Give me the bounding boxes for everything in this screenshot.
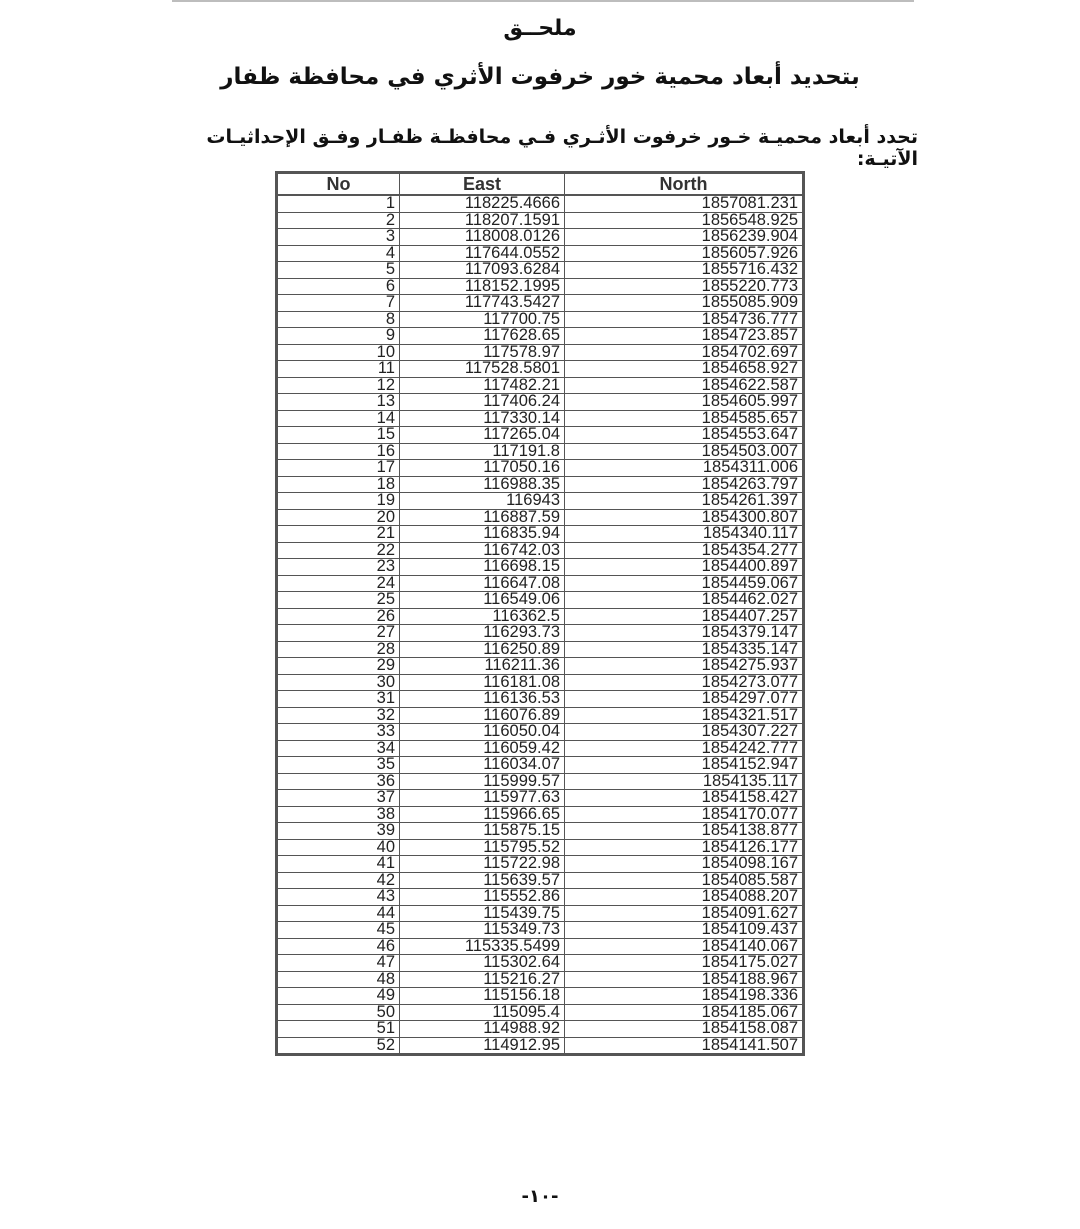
table-row — [277, 1004, 804, 1021]
column-header-east: East — [400, 173, 565, 196]
cell-east: 118225.4666 — [400, 195, 565, 212]
cell-no: 49 — [277, 988, 400, 1005]
cell-north: 1854407.257 — [565, 608, 804, 625]
top-divider — [172, 0, 914, 2]
cell-east: 116250.89 — [400, 641, 565, 658]
cell-no: 34 — [277, 740, 400, 757]
table-row — [277, 938, 804, 955]
cell-east: 115349.73 — [400, 922, 565, 939]
cell-north: 1854311.006 — [565, 460, 804, 477]
table-row — [277, 229, 804, 246]
cell-no: 22 — [277, 542, 400, 559]
cell-no: 17 — [277, 460, 400, 477]
cell-east: 117191.8 — [400, 443, 565, 460]
cell-no: 45 — [277, 922, 400, 939]
cell-north: 1854354.277 — [565, 542, 804, 559]
cell-no: 14 — [277, 410, 400, 427]
cell-east: 116050.04 — [400, 724, 565, 741]
cell-no: 15 — [277, 427, 400, 444]
cell-north: 1854175.027 — [565, 955, 804, 972]
table-row — [277, 740, 804, 757]
cell-east: 117265.04 — [400, 427, 565, 444]
cell-east: 117406.24 — [400, 394, 565, 411]
cell-east: 116647.08 — [400, 575, 565, 592]
cell-north: 1854141.507 — [565, 1037, 804, 1055]
table-row — [277, 1037, 804, 1055]
cell-no: 41 — [277, 856, 400, 873]
cell-north: 1856548.925 — [565, 212, 804, 229]
table-row — [277, 988, 804, 1005]
cell-north: 1854400.897 — [565, 559, 804, 576]
cell-no: 3 — [277, 229, 400, 246]
table-row — [277, 872, 804, 889]
table-row — [277, 922, 804, 939]
table-row — [277, 443, 804, 460]
cell-north: 1854658.927 — [565, 361, 804, 378]
cell-east: 115095.4 — [400, 1004, 565, 1021]
cell-east: 117528.5801 — [400, 361, 565, 378]
cell-no: 13 — [277, 394, 400, 411]
cell-east: 115302.64 — [400, 955, 565, 972]
cell-north: 1855220.773 — [565, 278, 804, 295]
cell-north: 1854188.967 — [565, 971, 804, 988]
cell-no: 25 — [277, 592, 400, 609]
cell-no: 4 — [277, 245, 400, 262]
cell-no: 51 — [277, 1021, 400, 1038]
cell-east: 116181.08 — [400, 674, 565, 691]
cell-east: 117330.14 — [400, 410, 565, 427]
cell-no: 35 — [277, 757, 400, 774]
cell-no: 18 — [277, 476, 400, 493]
cell-north: 1854138.877 — [565, 823, 804, 840]
cell-no: 20 — [277, 509, 400, 526]
cell-no: 11 — [277, 361, 400, 378]
cell-east: 115977.63 — [400, 790, 565, 807]
cell-north: 1854263.797 — [565, 476, 804, 493]
cell-north: 1854622.587 — [565, 377, 804, 394]
cell-north: 1854126.177 — [565, 839, 804, 856]
cell-east: 117093.6284 — [400, 262, 565, 279]
cell-north: 1854273.077 — [565, 674, 804, 691]
cell-east: 117644.0552 — [400, 245, 565, 262]
cell-no: 7 — [277, 295, 400, 312]
cell-north: 1854158.087 — [565, 1021, 804, 1038]
cell-east: 116943 — [400, 493, 565, 510]
table-row — [277, 559, 804, 576]
cell-east: 114988.92 — [400, 1021, 565, 1038]
cell-north: 1854242.777 — [565, 740, 804, 757]
cell-no: 26 — [277, 608, 400, 625]
table-row — [277, 856, 804, 873]
cell-no: 21 — [277, 526, 400, 543]
cell-east: 116988.35 — [400, 476, 565, 493]
table-row — [277, 344, 804, 361]
cell-no: 1 — [277, 195, 400, 212]
cell-north: 1854088.207 — [565, 889, 804, 906]
cell-north: 1854503.007 — [565, 443, 804, 460]
cell-north: 1854736.777 — [565, 311, 804, 328]
cell-north: 1855716.432 — [565, 262, 804, 279]
cell-east: 116136.53 — [400, 691, 565, 708]
cell-north: 1854307.227 — [565, 724, 804, 741]
table-row — [277, 707, 804, 724]
cell-north: 1854553.647 — [565, 427, 804, 444]
cell-no: 39 — [277, 823, 400, 840]
cell-no: 16 — [277, 443, 400, 460]
cell-north: 1854321.517 — [565, 707, 804, 724]
cell-east: 118152.1995 — [400, 278, 565, 295]
cell-north: 1854702.697 — [565, 344, 804, 361]
cell-east: 115966.65 — [400, 806, 565, 823]
table-row — [277, 658, 804, 675]
cell-no: 6 — [277, 278, 400, 295]
table-row — [277, 427, 804, 444]
table-row — [277, 839, 804, 856]
cell-east: 115216.27 — [400, 971, 565, 988]
table-row — [277, 773, 804, 790]
table-row — [277, 476, 804, 493]
intro-paragraph: تحدد أبعاد محميـة خـور خرفوت الأثـري فـي محافظـة ظفـار وفـق الإحداثيـات الآتيـة: — [206, 126, 918, 170]
cell-north: 1855085.909 — [565, 295, 804, 312]
coordinates-table — [275, 171, 805, 1056]
cell-no: 2 — [277, 212, 400, 229]
cell-north: 1854140.067 — [565, 938, 804, 955]
cell-no: 12 — [277, 377, 400, 394]
table-row — [277, 245, 804, 262]
cell-no: 23 — [277, 559, 400, 576]
column-header-no: No — [277, 173, 400, 196]
cell-east: 114912.95 — [400, 1037, 565, 1055]
cell-north: 1854135.117 — [565, 773, 804, 790]
cell-east: 116742.03 — [400, 542, 565, 559]
cell-no: 9 — [277, 328, 400, 345]
table-row — [277, 641, 804, 658]
cell-north: 1854340.117 — [565, 526, 804, 543]
cell-north: 1854462.027 — [565, 592, 804, 609]
cell-east: 115439.75 — [400, 905, 565, 922]
cell-north: 1854275.937 — [565, 658, 804, 675]
cell-no: 43 — [277, 889, 400, 906]
cell-no: 10 — [277, 344, 400, 361]
cell-north: 1854085.587 — [565, 872, 804, 889]
table-row — [277, 542, 804, 559]
cell-east: 116293.73 — [400, 625, 565, 642]
cell-no: 44 — [277, 905, 400, 922]
cell-east: 117700.75 — [400, 311, 565, 328]
page-number: -١٠- — [521, 1186, 559, 1207]
column-header-north: North — [565, 173, 804, 196]
cell-east: 117578.97 — [400, 344, 565, 361]
table-row — [277, 460, 804, 477]
table-row — [277, 608, 804, 625]
cell-east: 116211.36 — [400, 658, 565, 675]
cell-no: 46 — [277, 938, 400, 955]
table-row — [277, 1021, 804, 1038]
table-row — [277, 328, 804, 345]
cell-east: 118207.1591 — [400, 212, 565, 229]
cell-no: 29 — [277, 658, 400, 675]
table-row — [277, 262, 804, 279]
cell-east: 116835.94 — [400, 526, 565, 543]
cell-no: 40 — [277, 839, 400, 856]
cell-east: 116362.5 — [400, 608, 565, 625]
cell-east: 115552.86 — [400, 889, 565, 906]
cell-east: 115999.57 — [400, 773, 565, 790]
table-body — [277, 195, 804, 1055]
cell-east: 116698.15 — [400, 559, 565, 576]
cell-no: 52 — [277, 1037, 400, 1055]
cell-north: 1854605.997 — [565, 394, 804, 411]
table-row — [277, 212, 804, 229]
table-row — [277, 377, 804, 394]
cell-north: 1856239.904 — [565, 229, 804, 246]
cell-north: 1854158.427 — [565, 790, 804, 807]
table-row — [277, 394, 804, 411]
cell-north: 1854335.147 — [565, 641, 804, 658]
cell-no: 30 — [277, 674, 400, 691]
cell-no: 28 — [277, 641, 400, 658]
annex-title: ملحــق — [503, 16, 577, 41]
cell-no: 32 — [277, 707, 400, 724]
cell-north: 1854091.627 — [565, 905, 804, 922]
cell-east: 115639.57 — [400, 872, 565, 889]
cell-east: 118008.0126 — [400, 229, 565, 246]
cell-no: 47 — [277, 955, 400, 972]
cell-east: 116887.59 — [400, 509, 565, 526]
cell-east: 116034.07 — [400, 757, 565, 774]
cell-east: 117743.5427 — [400, 295, 565, 312]
table-row — [277, 823, 804, 840]
table-row — [277, 757, 804, 774]
table-row — [277, 509, 804, 526]
cell-east: 115156.18 — [400, 988, 565, 1005]
cell-no: 5 — [277, 262, 400, 279]
cell-east: 117628.65 — [400, 328, 565, 345]
table-row — [277, 806, 804, 823]
cell-no: 42 — [277, 872, 400, 889]
cell-north: 1854109.437 — [565, 922, 804, 939]
table-row — [277, 905, 804, 922]
cell-east: 117050.16 — [400, 460, 565, 477]
cell-north: 1854379.147 — [565, 625, 804, 642]
cell-north: 1857081.231 — [565, 195, 804, 212]
cell-no: 31 — [277, 691, 400, 708]
document-subtitle: بتحديد أبعاد محمية خور خرفوت الأثري في محافظة ظفار — [220, 64, 860, 90]
cell-no: 24 — [277, 575, 400, 592]
cell-north: 1854585.657 — [565, 410, 804, 427]
cell-north: 1854459.067 — [565, 575, 804, 592]
table-row — [277, 278, 804, 295]
cell-no: 36 — [277, 773, 400, 790]
cell-no: 19 — [277, 493, 400, 510]
cell-north: 1854300.807 — [565, 509, 804, 526]
table-row — [277, 311, 804, 328]
cell-east: 115875.15 — [400, 823, 565, 840]
cell-east: 116076.89 — [400, 707, 565, 724]
table-row — [277, 410, 804, 427]
table-row — [277, 575, 804, 592]
cell-east: 117482.21 — [400, 377, 565, 394]
table-header-row — [277, 173, 804, 196]
cell-no: 37 — [277, 790, 400, 807]
cell-north: 1854152.947 — [565, 757, 804, 774]
cell-east: 116059.42 — [400, 740, 565, 757]
table-row — [277, 361, 804, 378]
table-row — [277, 592, 804, 609]
cell-no: 27 — [277, 625, 400, 642]
cell-east: 115335.5499 — [400, 938, 565, 955]
table-row — [277, 674, 804, 691]
cell-no: 38 — [277, 806, 400, 823]
cell-east: 116549.06 — [400, 592, 565, 609]
table-row — [277, 691, 804, 708]
cell-north: 1854198.336 — [565, 988, 804, 1005]
table-row — [277, 724, 804, 741]
cell-east: 115795.52 — [400, 839, 565, 856]
table-row — [277, 195, 804, 212]
table-row — [277, 625, 804, 642]
cell-north: 1854098.167 — [565, 856, 804, 873]
table-row — [277, 295, 804, 312]
cell-no: 33 — [277, 724, 400, 741]
cell-north: 1854261.397 — [565, 493, 804, 510]
cell-north: 1854297.077 — [565, 691, 804, 708]
table-row — [277, 526, 804, 543]
table-row — [277, 790, 804, 807]
table-row — [277, 955, 804, 972]
cell-no: 48 — [277, 971, 400, 988]
cell-north: 1854185.067 — [565, 1004, 804, 1021]
cell-no: 8 — [277, 311, 400, 328]
cell-east: 115722.98 — [400, 856, 565, 873]
cell-north: 1854723.857 — [565, 328, 804, 345]
cell-north: 1856057.926 — [565, 245, 804, 262]
table-row — [277, 971, 804, 988]
table-row — [277, 889, 804, 906]
table-row — [277, 493, 804, 510]
cell-no: 50 — [277, 1004, 400, 1021]
cell-north: 1854170.077 — [565, 806, 804, 823]
